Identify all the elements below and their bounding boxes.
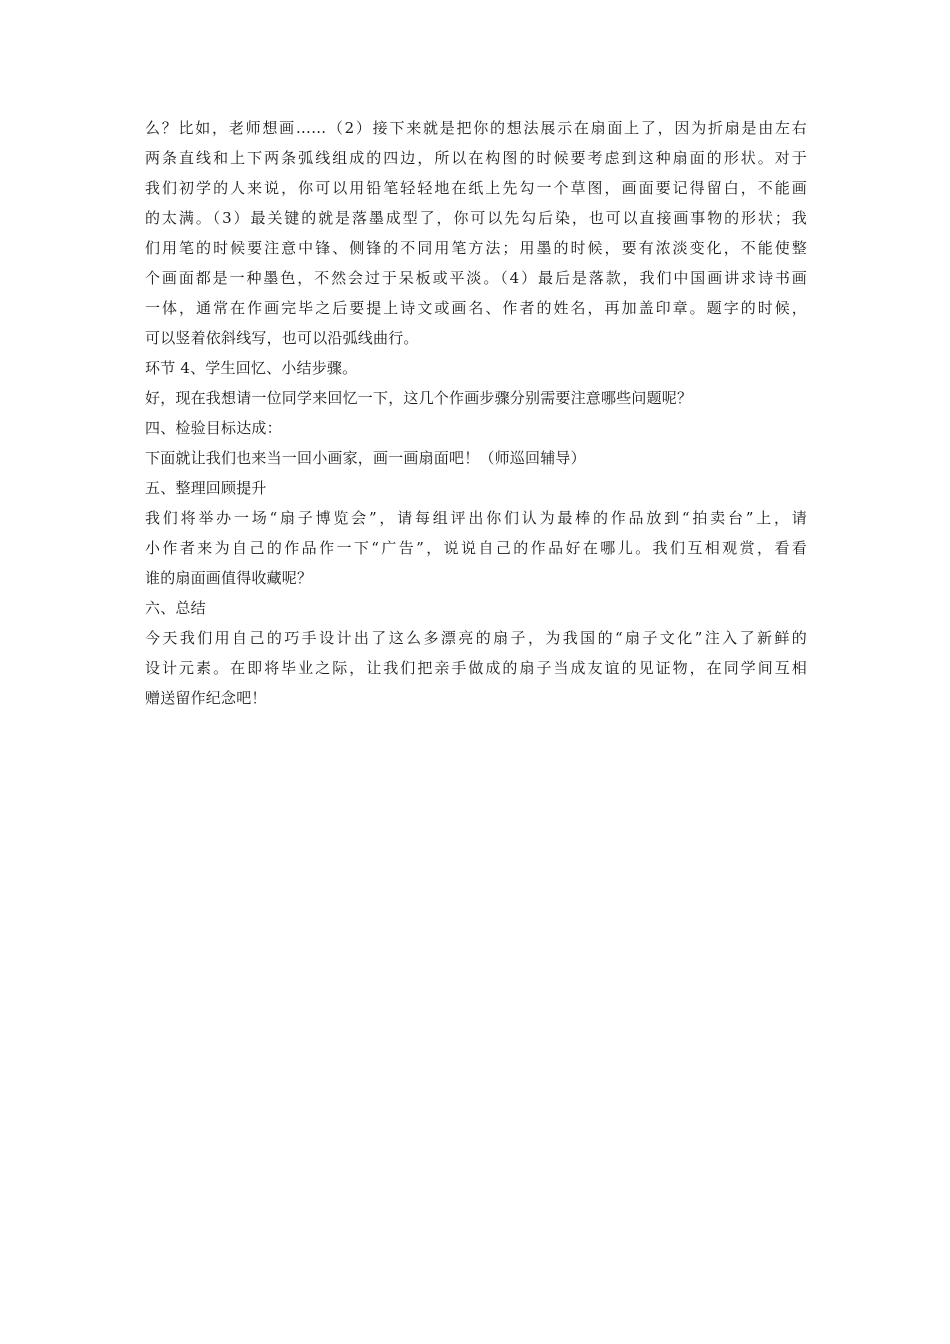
paragraph-section-4 (145, 443, 807, 473)
heading-section-5 (145, 473, 807, 503)
text-line: 环节 4、学生回忆、小结步骤。 (145, 359, 358, 377)
text-line: 谁的扇面画值得收藏呢？ (145, 569, 313, 587)
text-line: 个画面都是一种墨色，不然会过于呆板或平淡。（4）最后是落款，我们中国画讲求诗书画 (145, 269, 807, 287)
text-line: 下面就让我们也来当一回小画家，画一画扇面吧！（师巡回辅导） (145, 449, 586, 467)
heading-link-4 (145, 353, 807, 383)
text-line: 好，现在我想请一位同学来回忆一下，这几个作画步骤分别需要注意哪些问题呢？ (145, 389, 693, 407)
paragraph-section-5 (145, 503, 807, 593)
text-line: 们用笔的时候要注意中锋、侧锋的不同用笔方法；用墨的时候，要有浓淡变化，不能使整 (145, 239, 807, 257)
text-line: 我们初学的人来说，你可以用铅笔轻轻地在纸上先勾一个草图，画面要记得留白，不能画 (145, 179, 807, 197)
text-line: 五、整理回顾提升 (145, 479, 267, 497)
text-line: 今天我们用自己的巧手设计出了这么多漂亮的扇子，为我国的“扇子文化”注入了新鲜的 (145, 629, 807, 647)
text-line: 四、检验目标达成： (145, 419, 282, 437)
paragraph-steps-continued (145, 113, 807, 353)
paragraph-section-6 (145, 623, 807, 713)
paragraph-link-4 (145, 383, 807, 413)
text-line: 赠送留作纪念吧！ (145, 689, 267, 707)
text-line: 么？比如，老师想画……（2）接下来就是把你的想法展示在扇面上了，因为折扇是由左右 (145, 119, 807, 137)
text-line: 六、总结 (145, 599, 206, 617)
text-line: 设计元素。在即将毕业之际，让我们把亲手做成的扇子当成友谊的见证物，在同学间互相 (145, 659, 807, 677)
text-line: 小作者来为自己的作品作一下“广告”，说说自己的作品好在哪儿。我们互相观赏，看看 (145, 539, 807, 557)
text-line: 两条直线和上下两条弧线组成的四边，所以在构图的时候要考虑到这种扇面的形状。对于 (145, 149, 807, 167)
text-line: 可以竖着依斜线写，也可以沿弧线曲行。 (145, 329, 419, 347)
text-line: 一体，通常在作画完毕之后要提上诗文或画名、作者的姓名，再加盖印章。题字的时候， (145, 299, 807, 317)
heading-section-6 (145, 593, 807, 623)
document-body (145, 113, 807, 713)
text-line: 我们将举办一场“扇子博览会”，请每组评出你们认为最棒的作品放到“拍卖台”上，请 (145, 509, 807, 527)
text-line: 的太满。（3）最关键的就是落墨成型了，你可以先勾后染，也可以直接画事物的形状；我 (145, 209, 807, 227)
heading-section-4 (145, 413, 807, 443)
